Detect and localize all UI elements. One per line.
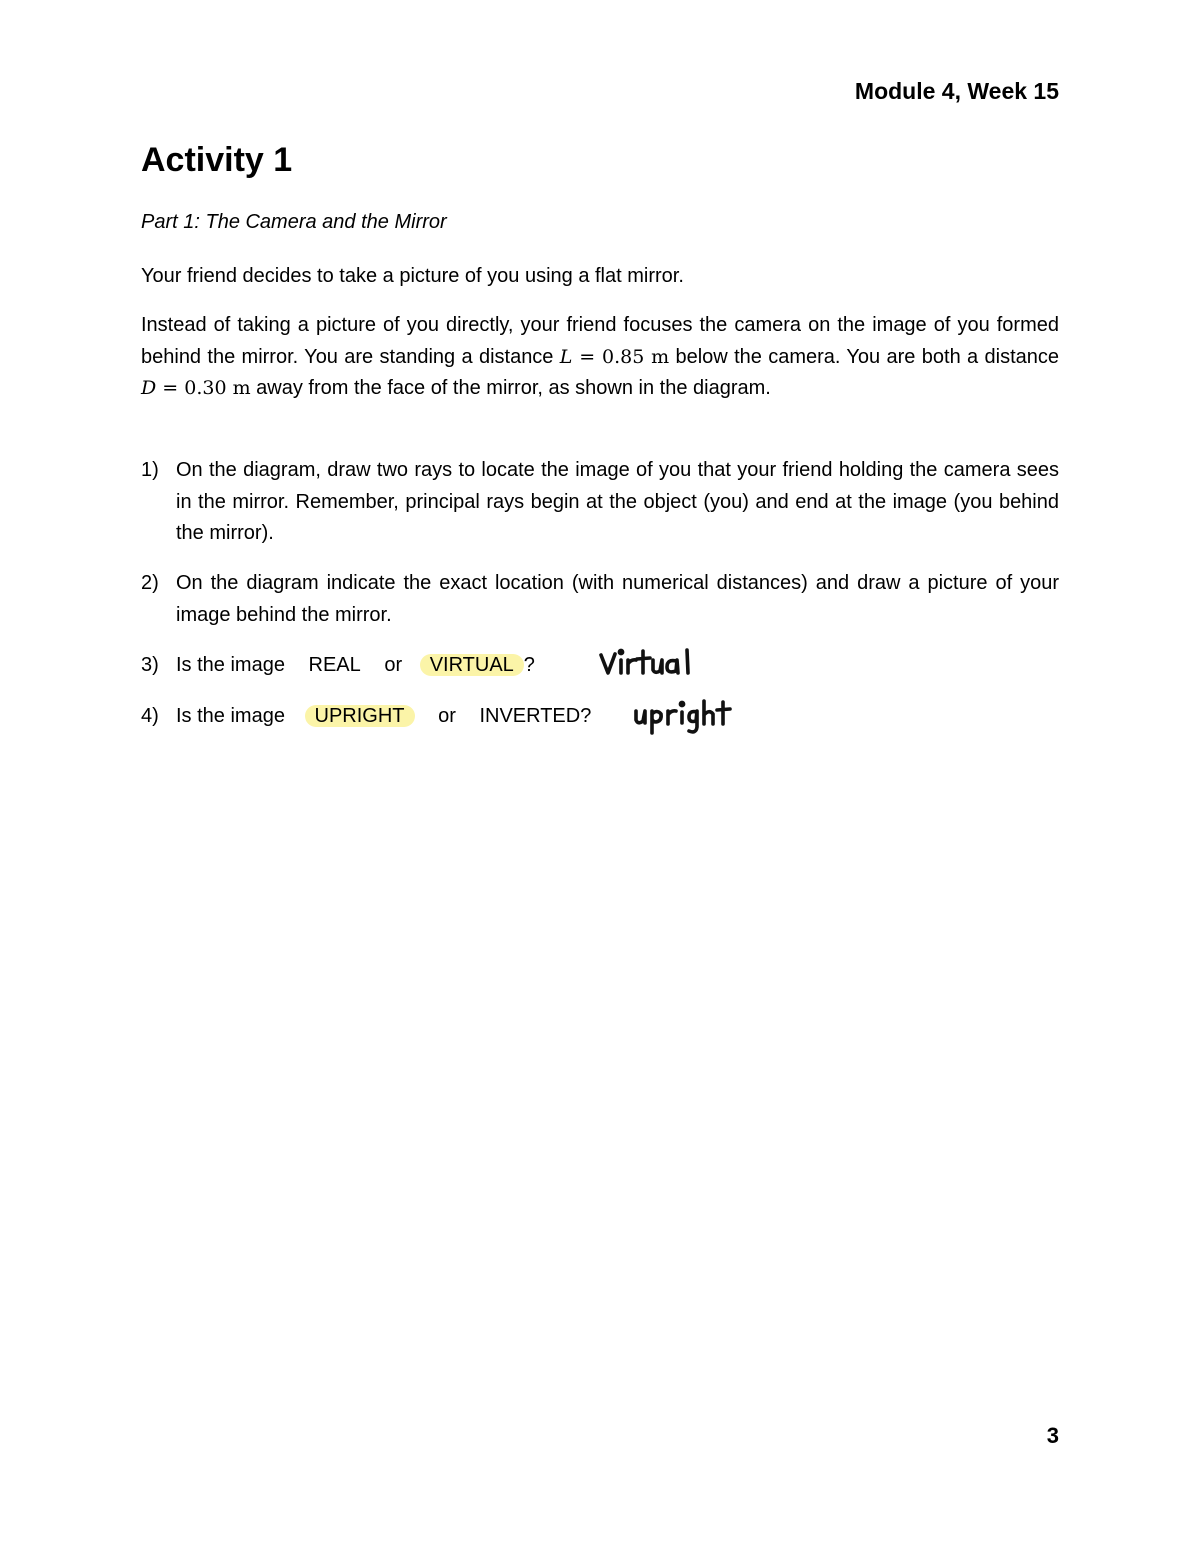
distance-d-variable: D	[141, 377, 157, 399]
question-text: On the diagram indicate the exact location (with numerical distances) and draw a picture of your image behind the mirror.	[176, 572, 1059, 626]
option-virtual-wrapper	[420, 650, 535, 682]
distance-d-expression	[141, 377, 251, 399]
question-prompt: Is the image	[176, 654, 285, 676]
or-word: or	[384, 654, 403, 676]
question-prompt: Is the image	[176, 705, 285, 727]
setup-text-c: away from the face of the mirror, as shown in the diagram.	[250, 377, 771, 399]
distance-l-variable: L	[559, 345, 573, 368]
question-text	[176, 701, 1059, 733]
setup-paragraph	[141, 310, 1059, 405]
option-real: REAL	[308, 654, 361, 676]
option-upright-wrapper	[305, 701, 415, 733]
question-number: 3)	[141, 654, 159, 676]
module-week-header: Module 4, Week 15	[854, 78, 1059, 104]
distance-d-value: = 0.30 m	[156, 377, 251, 399]
question-number: 1)	[141, 459, 159, 481]
distance-l-expression	[560, 346, 669, 368]
activity-title: Activity 1	[141, 141, 293, 179]
option-inverted: INVERTED?	[479, 705, 592, 727]
option-virtual-highlighted: VIRTUAL	[420, 654, 524, 676]
question-mark: ?	[523, 654, 535, 676]
distance-l-value: = 0.85 m	[572, 345, 670, 368]
setup-text-b: below the camera. You are both a distance	[669, 345, 1059, 368]
option-upright-highlighted: UPRIGHT	[305, 705, 415, 727]
question-text: On the diagram, draw two rays to locate the image of you that your friend holding the camera sees in the mirror. Remember, principal rays begin at the object (you) and end at the image (you behind the mirror).	[176, 459, 1059, 544]
question-number: 2)	[141, 572, 159, 594]
question-number: 4)	[141, 705, 159, 727]
or-word: or	[438, 705, 456, 727]
intro-paragraph: Your friend decides to take a picture of you using a flat mirror.	[141, 265, 684, 287]
setup-text-a: Instead of taking a picture of you directly, your friend focuses the camera on the image of you formed behind the mirror. You are standing a distance	[141, 314, 1059, 368]
page-number: 3	[1046, 1423, 1059, 1448]
handwritten-virtual-answer	[597, 642, 707, 682]
part-title: Part 1: The Camera and the Mirror	[141, 211, 447, 233]
handwritten-upright-answer	[633, 693, 753, 737]
